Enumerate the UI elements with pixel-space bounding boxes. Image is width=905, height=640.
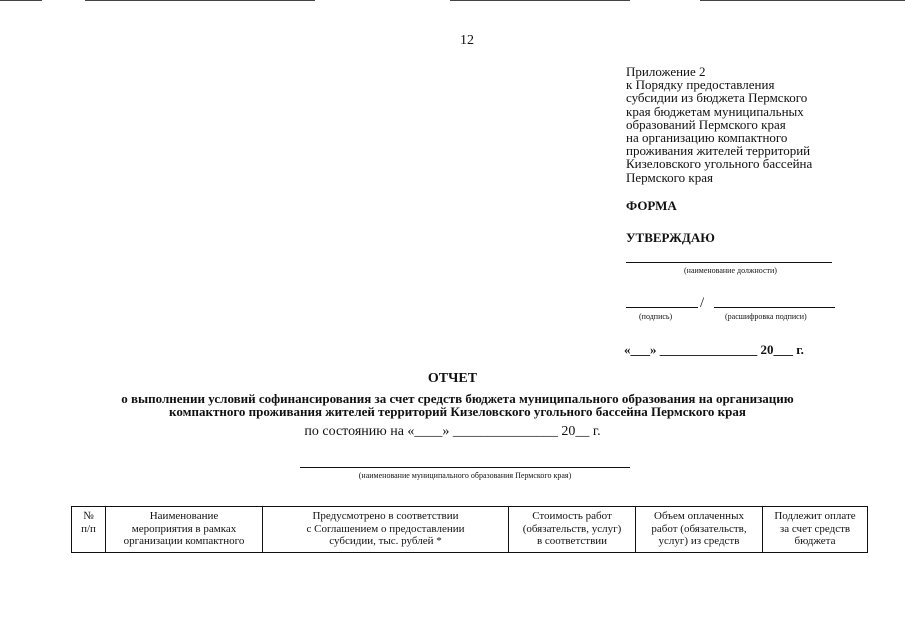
appendix-line: проживания жителей территорий [626, 143, 811, 159]
appendix-block [626, 65, 812, 184]
header-text: организации компактного [123, 535, 245, 548]
scan-edge-line [700, 0, 905, 1]
position-caption: (наименование должности) [684, 266, 777, 275]
header-text: Предусмотрено в соответствии [312, 510, 459, 522]
municipality-caption: (наименование муниципального образования Пермского края) [358, 471, 572, 480]
report-table [71, 506, 868, 553]
header-text: Подлежит оплате [774, 510, 856, 522]
header-text: работ (обязательств, [651, 522, 747, 535]
header-cell-cost [509, 507, 636, 553]
appendix-line: Пермского края [626, 169, 713, 185]
approval-heading: УТВЕРЖДАЮ [626, 230, 715, 245]
appendix-line: Приложение 2 [626, 64, 706, 79]
signature-line [626, 307, 698, 308]
report-subtitle-line: компактного проживания жителей территорий Кизеловского угольного бассейна Пермского края [169, 404, 746, 419]
header-text: (обязательств, услуг) [522, 522, 622, 535]
header-text: субсидии, тыс. рублей * [329, 535, 442, 548]
approval-date-line: «___» _______________ 20___ г. [624, 342, 804, 357]
scan-edge-line [85, 0, 315, 1]
appendix-line: образований Пермского края [626, 116, 786, 132]
municipality-line [300, 467, 630, 468]
page-number: 12 [460, 33, 474, 48]
position-line [626, 262, 832, 263]
header-cell-number [72, 507, 106, 553]
report-subtitle-line: о выполнении условий софинансирования за счет средств бюджета муниципального образования на организацию [121, 391, 794, 406]
header-text: Наименование [149, 510, 219, 522]
header-cell-paid [636, 507, 763, 553]
header-text: услуг) из средств [658, 535, 740, 548]
appendix-line: Кизеловского угольного бассейна [626, 156, 813, 172]
header-text: Объем оплаченных [654, 510, 744, 522]
appendix-line: края бюджетам муниципальных [626, 103, 804, 119]
form-label: ФОРМА [626, 198, 677, 213]
scan-edge-line [0, 0, 42, 1]
table-header-row [72, 507, 868, 553]
appendix-line: субсидии из бюджета Пермского [626, 90, 808, 106]
header-text: в соответствии [536, 535, 608, 548]
header-text: за счет средств [779, 522, 851, 535]
appendix-line: к Порядку предоставления [626, 77, 775, 93]
header-text: Стоимость работ [532, 510, 612, 522]
report-as-of-date: по состоянию на «____» _______________ 20__ г. [304, 424, 601, 439]
header-text: мероприятия в рамках [131, 522, 237, 535]
header-text: № [83, 510, 94, 522]
report-subtitle [40, 392, 875, 418]
appendix-line: на организацию компактного [626, 130, 788, 146]
header-text: бюджета [794, 535, 836, 548]
header-cell-to-be-paid [763, 507, 868, 553]
header-text: п/п [81, 522, 96, 535]
header-text: с Соглашением о предоставлении [306, 522, 465, 535]
header-cell-activity [106, 507, 263, 553]
decoding-caption: (расшифровка подписи) [725, 312, 807, 321]
header-cell-planned [263, 507, 509, 553]
report-title: ОТЧЕТ [427, 371, 478, 386]
signature-slash: / [700, 295, 705, 311]
signature-caption: (подпись) [639, 312, 673, 321]
signature-decoding-line [714, 307, 835, 308]
scan-edge-line [450, 0, 630, 1]
